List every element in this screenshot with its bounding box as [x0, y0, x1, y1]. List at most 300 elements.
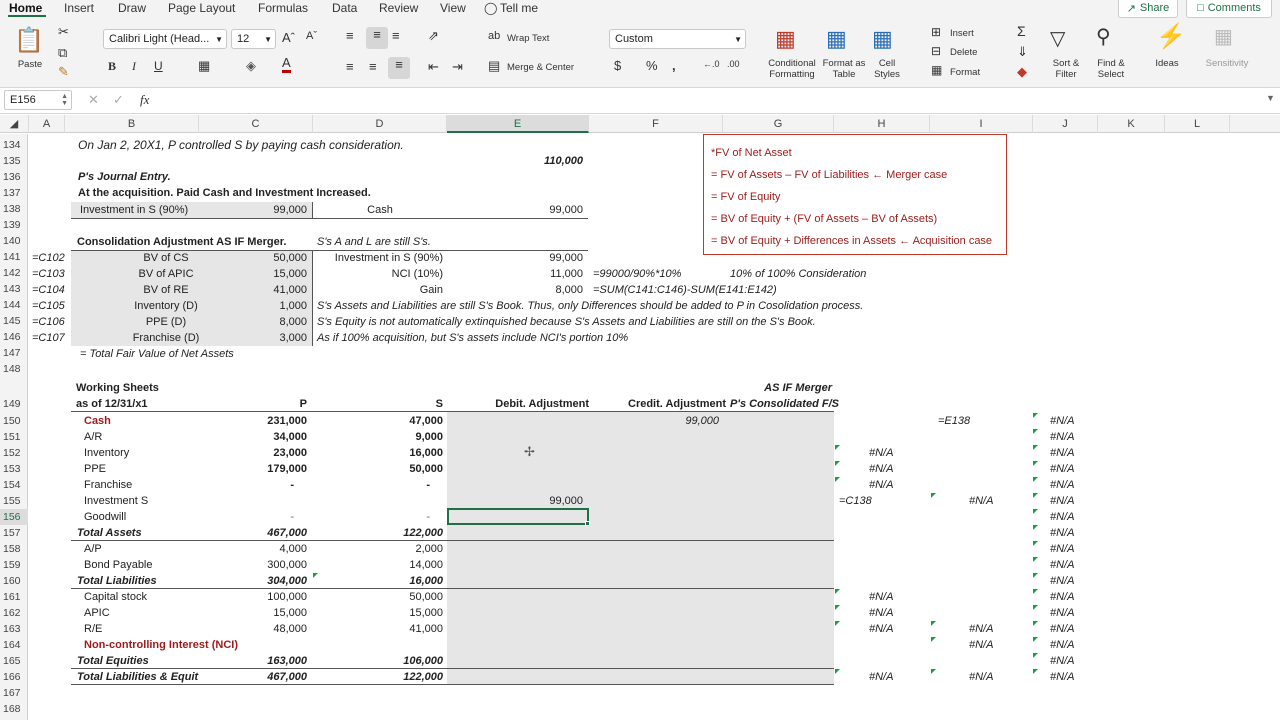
ws-p[interactable]: 163,000 — [267, 655, 307, 667]
error-indicator-icon[interactable] — [931, 669, 936, 674]
format-as-table-button[interactable]: Format as Table — [822, 58, 866, 80]
ws-col-j[interactable]: #N/A — [1050, 559, 1075, 571]
tab-review[interactable]: Review — [379, 1, 419, 15]
ws-s[interactable]: 14,000 — [409, 559, 443, 571]
tab-view[interactable]: View — [440, 1, 466, 15]
row-header[interactable]: 155 — [3, 495, 21, 507]
row-header[interactable]: 167 — [3, 687, 21, 699]
row-header[interactable]: 153 — [3, 463, 21, 475]
error-indicator-icon[interactable] — [931, 637, 936, 642]
ws-label-total[interactable]: Total Liabilities — [77, 575, 157, 587]
ws-col-j[interactable]: #N/A — [1050, 463, 1075, 475]
delete-cells-button[interactable]: Delete — [950, 47, 978, 58]
error-indicator-icon[interactable] — [1033, 445, 1038, 450]
cell-a145[interactable]: =C106 — [32, 316, 65, 328]
cell-b138[interactable]: Investment in S (90%) — [80, 204, 189, 216]
cell-b145[interactable]: PPE (D) — [145, 316, 187, 328]
spinner-icon: ▲ ▼ — [61, 93, 68, 107]
cell-e142[interactable]: 11,000 — [550, 268, 583, 280]
ws-p[interactable]: - — [290, 511, 294, 523]
column-header-h[interactable]: H — [834, 115, 930, 133]
cell-b134[interactable]: On Jan 2, 20X1, P controlled S by paying cash consideration. — [78, 138, 404, 152]
note-line: = FV of Equity — [711, 191, 781, 203]
ws-label[interactable]: A/P — [84, 543, 102, 555]
ws-s[interactable]: 106,000 — [403, 655, 443, 667]
wrap-text-button[interactable]: Wrap Text — [507, 33, 550, 44]
row-header[interactable]: 150 — [3, 415, 21, 427]
ws-col-j[interactable]: #N/A — [1050, 607, 1075, 619]
ws-label-cash[interactable]: Cash — [84, 415, 111, 427]
error-indicator-icon[interactable] — [1033, 477, 1038, 482]
ws-s[interactable]: 9,000 — [415, 431, 443, 443]
sort-filter-icon[interactable]: ▽ — [1050, 28, 1066, 50]
row-header[interactable]: 161 — [3, 591, 21, 603]
cut-icon[interactable]: ✂ — [58, 24, 69, 39]
row-header[interactable]: 158 — [3, 543, 21, 555]
ws-p[interactable]: 304,000 — [267, 575, 307, 587]
ws-p[interactable]: 15,000 — [273, 607, 307, 619]
format-as-table-icon[interactable]: ▦ — [826, 26, 847, 51]
ws-debit[interactable]: 99,000 — [549, 495, 583, 507]
ws-s[interactable]: 50,000 — [409, 591, 443, 603]
cell-d143[interactable]: Gain — [419, 284, 443, 296]
ws-col-j[interactable]: #N/A — [1050, 671, 1075, 683]
error-indicator-icon[interactable] — [835, 461, 840, 466]
row-header[interactable]: 152 — [3, 447, 21, 459]
ws-label[interactable]: R/E — [84, 623, 103, 635]
error-indicator-icon[interactable] — [1033, 429, 1038, 434]
italic-button[interactable]: I — [132, 59, 136, 73]
font-color-icon[interactable]: A — [282, 56, 291, 73]
fx-button[interactable]: fx — [140, 92, 150, 107]
error-indicator-icon[interactable] — [931, 621, 936, 626]
worksheet-grid[interactable] — [29, 134, 1280, 720]
error-indicator-icon[interactable] — [835, 669, 840, 674]
ws-col-j[interactable]: #N/A — [1050, 639, 1075, 651]
ws-label[interactable]: APIC — [84, 607, 110, 619]
row-header[interactable]: 143 — [3, 283, 21, 295]
row-header[interactable]: 164 — [3, 639, 21, 651]
ws-p[interactable]: 23,000 — [273, 447, 307, 459]
note-line: = FV of Assets – FV of Liabilities ← Merger case — [711, 169, 948, 181]
sensitivity-icon[interactable]: ▦ — [1214, 26, 1233, 48]
row-header[interactable]: 160 — [3, 575, 21, 587]
ws-col-h[interactable]: #N/A — [869, 591, 894, 603]
ws-s[interactable]: 50,000 — [409, 463, 443, 475]
ws-s[interactable]: 15,000 — [409, 607, 443, 619]
row-header-selected[interactable]: 156 — [0, 509, 28, 525]
row-header[interactable]: 134 — [3, 139, 21, 151]
total-liabilities-line — [71, 588, 834, 589]
bold-button[interactable]: B — [108, 59, 117, 73]
ws-s[interactable]: 16,000 — [409, 447, 443, 459]
error-indicator-icon[interactable] — [1033, 589, 1038, 594]
cell-e138[interactable]: 99,000 — [549, 204, 583, 216]
row-header[interactable]: 162 — [3, 607, 21, 619]
select-all-corner[interactable]: ◢ — [0, 115, 29, 133]
cell-d146[interactable]: As if 100% acquisition, but S's assets include NCI's portion 10% — [317, 332, 629, 344]
font-size-select[interactable]: 12 ▼ — [231, 29, 276, 49]
cell-c145[interactable]: 8,000 — [279, 316, 307, 328]
fill-color-icon[interactable]: ◈ — [246, 58, 256, 73]
number-format-select[interactable]: Custom ▼ — [609, 29, 746, 49]
cell-e141[interactable]: 99,000 — [549, 252, 583, 264]
cell-f143[interactable]: =SUM(C141:C146)-SUM(E141:E142) — [593, 284, 777, 296]
ws-col-h[interactable]: #N/A — [869, 463, 894, 475]
error-indicator-icon[interactable] — [931, 493, 936, 498]
ws-col-h[interactable]: =C138 — [839, 495, 872, 507]
cell-d138[interactable]: Cash — [367, 204, 393, 216]
column-header-k[interactable]: K — [1098, 115, 1165, 133]
cell-b140[interactable]: Consolidation Adjustment AS IF Merger. — [77, 236, 287, 248]
decrease-decimal-icon[interactable]: .00 — [727, 59, 740, 69]
merge-center-button[interactable]: Merge & Center — [507, 62, 575, 73]
row-header[interactable]: 140 — [3, 235, 21, 247]
shaded-adjustment-range — [447, 411, 834, 684]
tab-formulas[interactable]: Formulas — [258, 1, 309, 15]
percent-format-button[interactable]: % — [646, 58, 658, 73]
ws-header-consolidated[interactable]: P's Consolidated F/S — [730, 398, 839, 410]
error-indicator-icon[interactable] — [835, 477, 840, 482]
cell-e143[interactable]: 8,000 — [555, 284, 583, 296]
borders-icon[interactable]: ▦ — [198, 58, 211, 73]
align-top-icon[interactable]: ≡ — [346, 28, 354, 43]
cell-a141[interactable]: =C102 — [32, 252, 65, 264]
formula-input[interactable] — [168, 93, 1258, 109]
error-indicator-icon[interactable] — [1033, 621, 1038, 626]
ws-label[interactable]: A/R — [84, 431, 103, 443]
chevron-down-icon: ▼ — [734, 34, 742, 44]
cell-b142[interactable]: BV of APIC — [138, 268, 194, 280]
column-header-f[interactable]: F — [589, 115, 723, 133]
ws-p[interactable]: 100,000 — [267, 591, 307, 603]
ws-header-p[interactable]: P — [299, 398, 307, 410]
ws-col-h[interactable]: #N/A — [869, 479, 894, 491]
cell-d141[interactable]: Investment in S (90%) — [334, 252, 443, 264]
column-header-g[interactable]: G — [723, 115, 834, 133]
ws-label-total[interactable]: Total Assets — [77, 527, 142, 539]
cell-b143[interactable]: BV of RE — [143, 284, 189, 296]
error-indicator-icon[interactable] — [835, 589, 840, 594]
ws-s[interactable]: - — [426, 479, 430, 491]
note-line: *FV of Net Asset — [711, 147, 792, 159]
ws-col-h[interactable]: #N/A — [869, 623, 894, 635]
conditional-formatting-button[interactable]: Conditional Formatting — [768, 58, 816, 80]
ws-s[interactable]: - — [426, 511, 430, 523]
ideas-icon[interactable]: ⚡ — [1156, 23, 1186, 50]
error-indicator-icon[interactable] — [1033, 605, 1038, 610]
comma-format-button[interactable]: , — [672, 58, 676, 73]
ws-col-j[interactable]: #N/A — [1050, 543, 1075, 555]
decrease-indent-icon[interactable]: ⇤ — [428, 59, 439, 74]
ws-s[interactable]: 122,000 — [403, 671, 443, 683]
ribbon — [0, 18, 1280, 88]
ws-s[interactable]: 2,000 — [415, 543, 443, 555]
ws-p[interactable]: 467,000 — [267, 671, 307, 683]
ws-col-j[interactable]: #N/A — [1050, 415, 1075, 427]
ws-col-j[interactable]: #N/A — [1050, 591, 1075, 603]
font-name-select[interactable]: Calibri Light (Head... ▼ — [103, 29, 227, 49]
ribbon-tab-bar — [0, 0, 1280, 18]
row-header[interactable]: 138 — [3, 203, 21, 215]
column-header-b[interactable]: B — [65, 115, 199, 133]
column-header-d[interactable]: D — [313, 115, 447, 133]
ws-p[interactable]: 34,000 — [273, 431, 307, 443]
cell-d144[interactable]: S's Assets and Liabilities are still S's Book. Thus, only Differences should be added to P in Cosolidation process. — [317, 300, 864, 312]
paste-label: Paste — [17, 59, 43, 70]
fv-net-asset-note-box — [703, 134, 1007, 255]
column-header-l[interactable]: L — [1165, 115, 1230, 133]
row-header[interactable]: 163 — [3, 623, 21, 635]
sensitivity-button[interactable]: Sensitivity — [1205, 58, 1249, 69]
row-header[interactable]: 151 — [3, 431, 21, 443]
share-icon: ↗ — [1126, 2, 1136, 15]
ws-p[interactable]: 48,000 — [273, 623, 307, 635]
row-header[interactable]: 166 — [3, 671, 21, 683]
cell-c138[interactable]: 99,000 — [273, 204, 307, 216]
total-assets-line — [71, 540, 834, 541]
cell-d140[interactable]: S's A and L are still S's. — [317, 236, 431, 248]
cell-b144[interactable]: Inventory (D) — [134, 300, 198, 312]
comments-button[interactable]: □ Comments — [1186, 0, 1272, 18]
ws-col-j[interactable]: #N/A — [1050, 655, 1075, 667]
error-indicator-icon[interactable] — [313, 573, 318, 578]
comment-icon: □ — [1197, 2, 1204, 14]
ws-p[interactable]: 300,000 — [267, 559, 307, 571]
ws-label[interactable]: Bond Payable — [84, 559, 153, 571]
note-line: = BV of Equity + (FV of Assets – BV of Assets) — [711, 213, 938, 225]
cell-styles-button[interactable]: Cell Styles — [874, 58, 900, 80]
error-indicator-icon[interactable] — [1033, 669, 1038, 674]
currency-format-button[interactable]: $ — [614, 58, 622, 73]
ws-label[interactable]: Goodwill — [84, 511, 127, 523]
insert-cells-icon: ⊞ — [931, 25, 942, 39]
cell-c142[interactable]: 15,000 — [273, 268, 307, 280]
tab-home[interactable]: Home — [9, 1, 43, 15]
cell-b136[interactable]: P's Journal Entry. — [78, 171, 171, 183]
column-header-i[interactable]: I — [930, 115, 1033, 133]
decrease-font-size-icon[interactable]: Aˇ — [306, 30, 317, 42]
ws-col-j[interactable]: #N/A — [1050, 447, 1075, 459]
row-header[interactable]: 168 — [3, 703, 21, 715]
journal-underline — [71, 218, 588, 219]
error-indicator-icon[interactable] — [835, 621, 840, 626]
orientation-icon[interactable]: ⇗ — [428, 28, 439, 43]
cell-g142[interactable]: 10% of 100% Consideration — [730, 268, 867, 280]
error-indicator-icon[interactable] — [1033, 413, 1038, 418]
error-indicator-icon[interactable] — [1033, 461, 1038, 466]
ws-col-i[interactable]: =E138 — [938, 415, 971, 427]
row-header[interactable]: 144 — [3, 299, 21, 311]
fill-handle[interactable] — [585, 521, 590, 526]
ws-p[interactable]: 4,000 — [279, 543, 307, 555]
ws-s[interactable]: 122,000 — [403, 527, 443, 539]
format-cells-button[interactable]: Format — [950, 67, 981, 78]
ws-col-j[interactable]: #N/A — [1050, 495, 1075, 507]
tab-insert[interactable]: Insert — [64, 1, 95, 15]
error-indicator-icon[interactable] — [1033, 637, 1038, 642]
ws-p[interactable]: 467,000 — [267, 527, 307, 539]
row-header[interactable]: 146 — [3, 331, 21, 343]
ws-col-i[interactable]: #N/A — [969, 623, 994, 635]
ws-col-i[interactable]: #N/A — [969, 639, 994, 651]
ws-s[interactable]: 16,000 — [409, 575, 443, 587]
format-painter-icon[interactable]: ✎ — [58, 64, 69, 79]
find-select-icon[interactable]: ⚲ — [1096, 26, 1111, 48]
ws-col-j[interactable]: #N/A — [1050, 479, 1075, 491]
row-header[interactable]: 135 — [3, 155, 21, 167]
conditional-formatting-icon[interactable]: ▦ — [775, 26, 796, 51]
ws-col-j[interactable]: #N/A — [1050, 527, 1075, 539]
cell-b137[interactable]: At the acquisition. Paid Cash and Investment Increased. — [78, 187, 371, 199]
error-indicator-icon[interactable] — [1033, 557, 1038, 562]
increase-indent-icon[interactable]: ⇥ — [452, 59, 463, 74]
column-header-c[interactable]: C — [199, 115, 313, 133]
tell-me-search[interactable]: Tell me — [500, 1, 539, 15]
error-indicator-icon[interactable] — [835, 605, 840, 610]
tab-draw[interactable]: Draw — [118, 1, 147, 15]
copy-icon[interactable]: ⧉ — [58, 45, 68, 60]
row-header[interactable]: 139 — [3, 219, 21, 231]
paste-icon[interactable]: 📋 — [14, 27, 44, 54]
cell-styles-icon[interactable]: ▦ — [872, 26, 893, 51]
enter-icon[interactable]: ✓ — [113, 92, 124, 107]
error-indicator-icon[interactable] — [1033, 525, 1038, 530]
ws-header-debit[interactable]: Debit. Adjustment — [495, 398, 589, 410]
cell-b141[interactable]: BV of CS — [143, 252, 189, 264]
share-button[interactable]: ↗ Share — [1118, 0, 1178, 18]
cell-d145[interactable]: S's Equity is not automatically extinquished because S's Assets and Liabilities are still on the S's Book. — [317, 316, 816, 328]
row-header[interactable]: 137 — [3, 187, 21, 199]
ws-title[interactable]: Working Sheets — [76, 382, 159, 394]
fill-icon[interactable]: ⇓ — [1017, 44, 1028, 59]
autosum-icon[interactable]: Σ — [1017, 23, 1026, 39]
cell-f142[interactable]: =99000/90%*10% — [593, 268, 682, 280]
column-header-j[interactable]: J — [1033, 115, 1098, 133]
tab-page-layout[interactable]: Page Layout — [168, 1, 236, 15]
row-header[interactable]: 148 — [3, 363, 21, 375]
ws-label-nci[interactable]: Non-controlling Interest (NCI) — [84, 639, 238, 651]
align-right-icon[interactable]: ≡ — [388, 57, 410, 79]
align-center-icon[interactable]: ≡ — [369, 59, 377, 74]
cell-c143[interactable]: 41,000 — [273, 284, 307, 296]
cell-c141[interactable]: 50,000 — [273, 252, 307, 264]
cell-a146[interactable]: =C107 — [32, 332, 65, 344]
row-header[interactable]: 141 — [3, 251, 21, 263]
error-indicator-icon[interactable] — [1033, 493, 1038, 498]
ws-p[interactable]: - — [290, 479, 294, 491]
ws-label[interactable]: PPE — [84, 463, 107, 475]
chevron-down-icon: ▼ — [264, 34, 272, 44]
ws-label[interactable]: Franchise — [84, 479, 133, 491]
ws-s[interactable]: 47,000 — [409, 415, 443, 427]
row-header[interactable]: 157 — [3, 527, 21, 539]
ideas-button[interactable]: Ideas — [1155, 58, 1179, 69]
lightbulb-icon: ◯ — [484, 1, 498, 15]
ws-col-i[interactable]: #N/A — [969, 671, 994, 683]
ws-p[interactable]: 179,000 — [267, 463, 307, 475]
cell-e135[interactable]: 110,000 — [544, 155, 583, 167]
cell-d142[interactable]: NCI (10%) — [391, 268, 443, 280]
ws-col-j[interactable]: #N/A — [1050, 623, 1075, 635]
selected-cell-e156[interactable] — [447, 508, 589, 525]
row-header[interactable]: 147 — [3, 347, 21, 359]
ws-col-j[interactable]: #N/A — [1050, 511, 1075, 523]
underline-button[interactable]: U — [154, 59, 163, 73]
increase-font-size-icon[interactable]: Aˆ — [282, 30, 295, 45]
align-left-icon[interactable]: ≡ — [346, 59, 354, 74]
ws-col-i[interactable]: #N/A — [969, 495, 994, 507]
row-header[interactable]: 165 — [3, 655, 21, 667]
ws-header-credit[interactable]: Credit. Adjustment — [628, 398, 726, 410]
row-header[interactable]: 154 — [3, 479, 21, 491]
find-select-button[interactable]: Find & Select — [1097, 58, 1125, 80]
clear-icon[interactable]: ◆ — [1017, 64, 1027, 79]
ws-label[interactable]: Capital stock — [84, 591, 147, 603]
ws-label-total[interactable]: Total Liabilities & Equit — [77, 671, 199, 683]
ws-date[interactable]: as of 12/31/x1 — [76, 398, 148, 410]
cell-a142[interactable]: =C103 — [32, 268, 65, 280]
error-indicator-icon[interactable] — [1033, 653, 1038, 658]
column-header-a[interactable]: A — [29, 115, 65, 133]
ws-merger-title[interactable]: AS IF Merger — [764, 382, 832, 394]
ws-col-h[interactable]: #N/A — [869, 607, 894, 619]
row-header[interactable]: 136 — [3, 171, 21, 183]
ws-s[interactable]: 41,000 — [409, 623, 443, 635]
align-middle-icon[interactable]: ≡ — [366, 27, 388, 49]
row-header[interactable]: 142 — [3, 267, 21, 279]
name-box[interactable]: E156 ▲ ▼ — [4, 90, 72, 110]
formula-bar — [0, 88, 1280, 114]
ws-label[interactable]: Investment S — [84, 495, 149, 507]
cell-c146[interactable]: 3,000 — [279, 332, 307, 344]
error-indicator-icon[interactable] — [1033, 573, 1038, 578]
cell-a144[interactable]: =C105 — [32, 300, 65, 312]
expand-formula-bar-icon[interactable]: ▼ — [1266, 93, 1275, 103]
ws-label[interactable]: Inventory — [84, 447, 130, 459]
note-line: = BV of Equity + Differences in Assets ← Acquisition case — [711, 235, 993, 247]
error-indicator-icon[interactable] — [1033, 509, 1038, 514]
tab-data[interactable]: Data — [332, 1, 358, 15]
row-header[interactable]: 149 — [3, 398, 21, 410]
align-bottom-icon[interactable]: ≡ — [392, 28, 400, 43]
sort-filter-button[interactable]: Sort & Filter — [1052, 58, 1080, 80]
ws-label-total[interactable]: Total Equities — [77, 655, 149, 667]
wrap-text-icon: ab — [488, 30, 501, 42]
cell-c144[interactable]: 1,000 — [279, 300, 307, 312]
column-header-e[interactable]: E — [447, 115, 589, 133]
error-indicator-icon[interactable] — [835, 445, 840, 450]
ws-p[interactable]: 231,000 — [267, 415, 307, 427]
increase-decimal-icon[interactable]: ←.0 — [703, 59, 720, 69]
ws-col-j[interactable]: #N/A — [1050, 431, 1075, 443]
format-cells-icon: ▦ — [931, 63, 943, 77]
ws-col-h[interactable]: #N/A — [869, 447, 894, 459]
cancel-icon[interactable]: ✕ — [88, 92, 99, 107]
cell-a143[interactable]: =C104 — [32, 284, 65, 296]
insert-cells-button[interactable]: Insert — [950, 28, 974, 39]
ws-header-s[interactable]: S — [435, 398, 443, 410]
row-header[interactable]: 145 — [3, 315, 21, 327]
ws-col-j[interactable]: #N/A — [1050, 575, 1075, 587]
row-headers — [0, 134, 28, 720]
cell-b147[interactable]: = Total Fair Value of Net Assets — [80, 348, 234, 360]
cell-b146[interactable]: Franchise (D) — [132, 332, 200, 344]
ws-col-h[interactable]: #N/A — [869, 671, 894, 683]
error-indicator-icon[interactable] — [1033, 541, 1038, 546]
row-header[interactable]: 159 — [3, 559, 21, 571]
ws-credit[interactable]: 99,000 — [685, 415, 719, 427]
